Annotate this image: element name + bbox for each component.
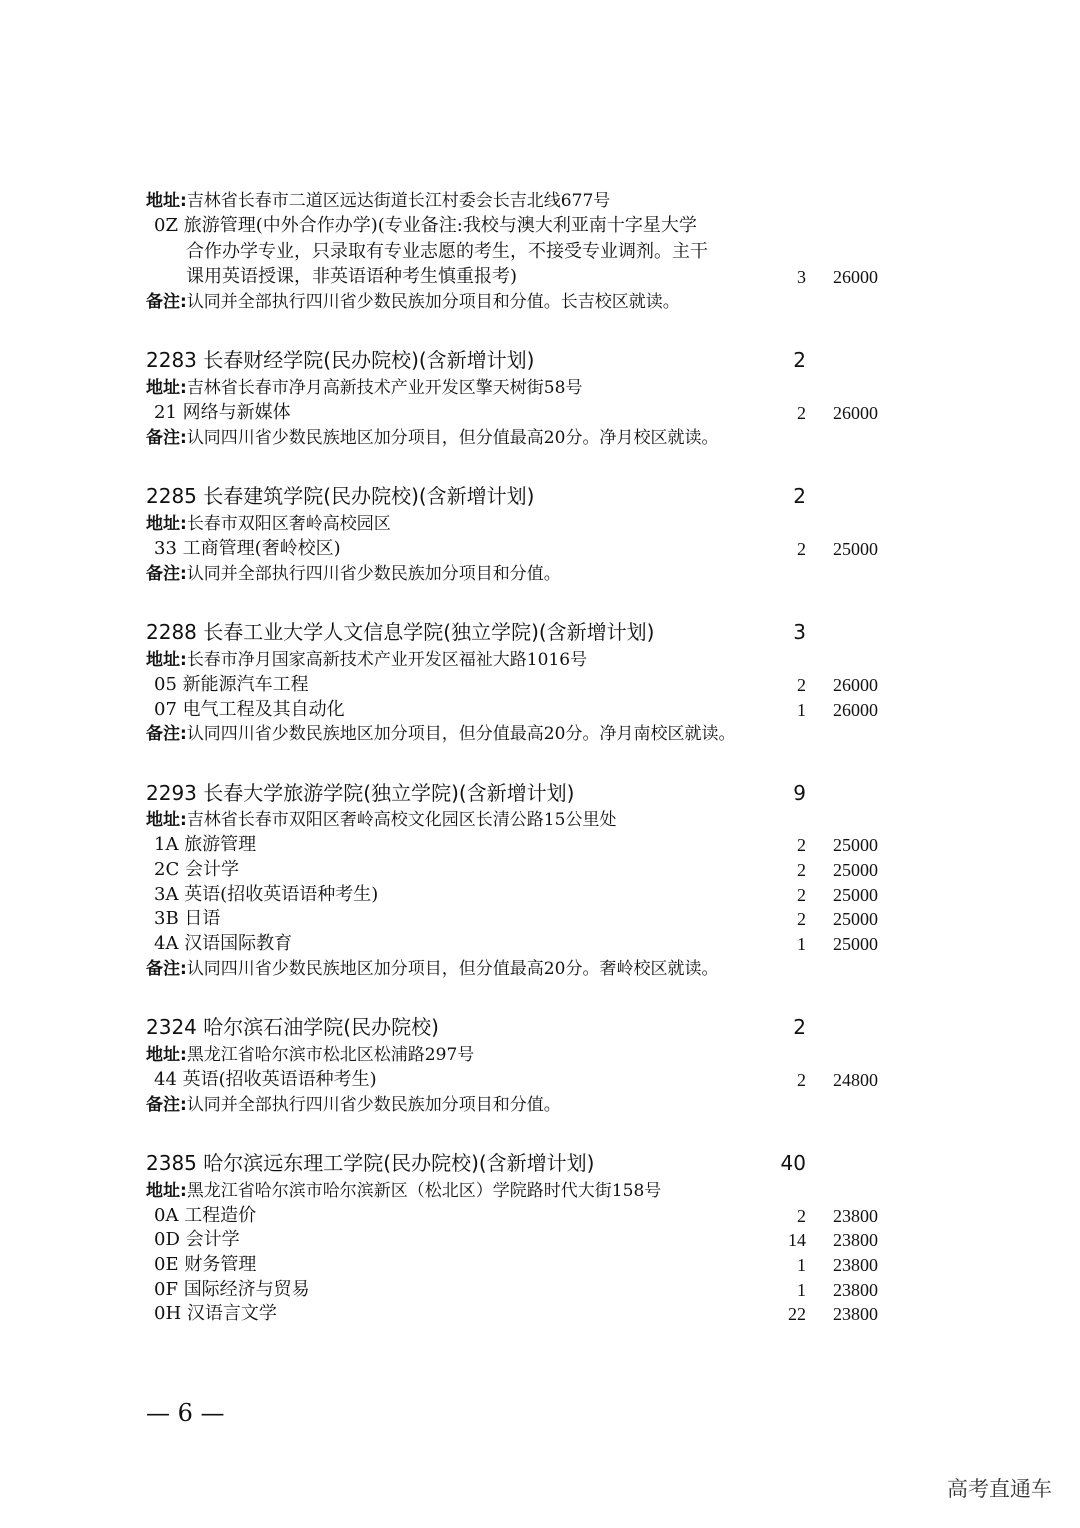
major-tuition: 25000 [833, 860, 878, 880]
note-text: 认同并全部执行四川省少数民族加分项目和分值。 [186, 564, 561, 584]
address-label: 地址: [146, 514, 187, 534]
major-row [0, 882, 1080, 908]
major-plan-count: 22 [788, 1304, 806, 1324]
school-total: 9 [793, 781, 806, 805]
address-text: 吉林省长春市净月高新技术产业开发区擎天树街58号 [186, 378, 583, 398]
major-tuition: 23800 [833, 1206, 878, 1226]
major-tuition: 25000 [833, 539, 878, 559]
note-line [0, 561, 1080, 587]
major-name: 财务管理 [184, 1254, 257, 1275]
school-code: 2288 [146, 620, 197, 644]
school-name: 长春建筑学院(民办院校)(含新增计划) [203, 484, 535, 508]
major-tuition: 23800 [833, 1255, 878, 1275]
school-name: 哈尔滨远东理工学院(民办院校)(含新增计划) [203, 1151, 595, 1175]
address-line [0, 188, 1080, 214]
major-code: 07 [154, 699, 177, 720]
major-code: 21 [154, 402, 177, 423]
note-label: 备注: [146, 564, 187, 584]
major-plan-count: 2 [797, 909, 806, 929]
major-name-line-2: 合作办学专业，只录取有专业志愿的考生，不接受专业调剂。主干 [186, 241, 708, 262]
major-plan-count: 2 [797, 835, 806, 855]
school-header [0, 621, 1080, 647]
note-label: 备注: [146, 959, 187, 979]
major-plan-count: 2 [797, 860, 806, 880]
major-plan-count: 1 [797, 1255, 806, 1275]
major-tuition: 23800 [833, 1304, 878, 1324]
major-plan-count: 1 [797, 700, 806, 720]
address-line [0, 807, 1080, 833]
major-row [0, 400, 1080, 426]
note-text: 认同四川省少数民族地区加分项目，但分值最高20分。奢岭校区就读。 [186, 959, 719, 979]
major-row [0, 1227, 1080, 1253]
school-header [0, 782, 1080, 808]
address-text: 吉林省长春市双阳区奢岭高校文化园区长清公路15公里处 [186, 810, 617, 830]
major-plan-count: 3 [797, 267, 806, 287]
major-code: 44 [154, 1069, 177, 1090]
major-code: 0Z [154, 215, 178, 236]
major-plan-count: 2 [797, 675, 806, 695]
school-name: 长春大学旅游学院(独立学院)(含新增计划) [203, 781, 575, 805]
school-total: 2 [793, 484, 806, 508]
major-name: 网络与新媒体 [182, 402, 291, 423]
school-code: 2385 [146, 1151, 197, 1175]
major-plan-count: 14 [788, 1230, 806, 1250]
major-tuition: 23800 [833, 1230, 878, 1250]
major-tuition: 23800 [833, 1280, 878, 1300]
address-text: 黑龙江省哈尔滨市哈尔滨新区（松北区）学院路时代大街158号 [186, 1181, 662, 1201]
major-name: 日语 [184, 908, 221, 929]
major-tuition: 25000 [833, 885, 878, 905]
address-label: 地址: [146, 650, 187, 670]
major-code: 0E [154, 1254, 179, 1275]
school-header [0, 1152, 1080, 1178]
address-line [0, 511, 1080, 537]
note-line [0, 956, 1080, 982]
major-name: 汉语言文学 [186, 1303, 277, 1324]
major-code: 0F [154, 1279, 178, 1300]
major-row [0, 1277, 1080, 1303]
note-label: 备注: [146, 1095, 187, 1115]
major-row [0, 1067, 1080, 1093]
school-total: 2 [793, 1015, 806, 1039]
major-continuation [0, 264, 1080, 290]
school-code: 2285 [146, 484, 197, 508]
major-code: 3B [154, 908, 179, 929]
major-tuition: 24800 [833, 1070, 878, 1090]
note-label: 备注: [146, 724, 187, 744]
school-header [0, 1016, 1080, 1042]
major-row [0, 1203, 1080, 1229]
major-code: 1A [154, 834, 179, 855]
major-row [0, 672, 1080, 698]
major-name-line-3: 课用英语授课，非英语语种考生慎重报考) [186, 266, 518, 287]
address-label: 地址: [146, 1045, 187, 1065]
address-line [0, 647, 1080, 673]
major-code: 0H [154, 1303, 182, 1324]
major-name: 电气工程及其自动化 [182, 699, 345, 720]
major-name: 英语(招收英语语种考生) [184, 884, 379, 905]
address-text: 吉林省长春市二道区远达街道长江村委会长吉北线677号 [186, 191, 611, 211]
major-name: 会计学 [185, 1229, 240, 1250]
major-tuition: 25000 [833, 835, 878, 855]
major-tuition: 26000 [833, 403, 878, 423]
address-line [0, 1042, 1080, 1068]
address-label: 地址: [146, 378, 187, 398]
address-text: 长春市双阳区奢岭高校园区 [186, 514, 391, 534]
note-line [0, 1092, 1080, 1118]
major-plan-count: 2 [797, 885, 806, 905]
major-name: 汉语国际教育 [184, 933, 293, 954]
major-tuition: 25000 [833, 909, 878, 929]
major-code: 0D [154, 1229, 180, 1250]
major-name: 工商管理(奢岭校区) [182, 538, 341, 559]
school-total: 40 [780, 1151, 806, 1175]
major-plan-count: 2 [797, 1070, 806, 1090]
school-header [0, 349, 1080, 375]
major-code: 33 [154, 538, 177, 559]
major-row [0, 931, 1080, 957]
major-name-line-1: 旅游管理(中外合作办学)(专业备注:我校与澳大利亚南十字星大学 [183, 215, 697, 236]
note-text: 认同四川省少数民族地区加分项目，但分值最高20分。净月校区就读。 [186, 428, 719, 448]
major-plan-count: 2 [797, 1206, 806, 1226]
note-line [0, 289, 1080, 315]
major-code: 2C [154, 859, 180, 880]
note-text: 认同四川省少数民族地区加分项目，但分值最高20分。净月南校区就读。 [186, 724, 736, 744]
note-text: 认同并全部执行四川省少数民族加分项目和分值。 [186, 1095, 561, 1115]
school-name: 长春财经学院(民办院校)(含新增计划) [203, 348, 535, 372]
major-continuation [0, 239, 1080, 265]
major-plan-count: 2 [797, 403, 806, 423]
major-plan-count: 1 [797, 934, 806, 954]
major-row [0, 213, 1080, 239]
school-total: 3 [793, 620, 806, 644]
major-code: 4A [154, 933, 179, 954]
major-row [0, 697, 1080, 723]
address-label: 地址: [146, 191, 187, 211]
address-line [0, 375, 1080, 401]
note-text: 认同并全部执行四川省少数民族加分项目和分值。长吉校区就读。 [186, 292, 680, 312]
major-plan-count: 1 [797, 1280, 806, 1300]
major-row [0, 906, 1080, 932]
major-name: 会计学 [184, 859, 239, 880]
major-tuition: 26000 [833, 675, 878, 695]
major-name: 工程造价 [184, 1205, 257, 1226]
major-row [0, 832, 1080, 858]
school-total: 2 [793, 348, 806, 372]
major-row [0, 1252, 1080, 1278]
note-line [0, 425, 1080, 451]
major-name: 新能源汽车工程 [182, 674, 309, 695]
major-plan-count: 2 [797, 539, 806, 559]
major-name: 旅游管理 [184, 834, 257, 855]
major-tuition: 26000 [833, 700, 878, 720]
school-header [0, 485, 1080, 511]
note-label: 备注: [146, 428, 187, 448]
address-text: 长春市净月国家高新技术产业开发区福祉大路1016号 [186, 650, 588, 670]
major-code: 0A [154, 1205, 179, 1226]
note-label: 备注: [146, 292, 187, 312]
school-name: 哈尔滨石油学院(民办院校) [203, 1015, 439, 1039]
address-text: 黑龙江省哈尔滨市松北区松浦路297号 [186, 1045, 475, 1065]
school-name: 长春工业大学人文信息学院(独立学院)(含新增计划) [203, 620, 655, 644]
address-label: 地址: [146, 1181, 187, 1201]
major-code: 3A [154, 884, 179, 905]
major-row [0, 857, 1080, 883]
school-code: 2324 [146, 1015, 197, 1039]
watermark: 高考直通车 [947, 1477, 1052, 1501]
major-name: 国际经济与贸易 [183, 1279, 310, 1300]
address-label: 地址: [146, 810, 187, 830]
major-row [0, 1301, 1080, 1327]
school-code: 2283 [146, 348, 197, 372]
page-number: — 6 — [146, 1399, 225, 1427]
school-code: 2293 [146, 781, 197, 805]
note-line [0, 721, 1080, 747]
address-line [0, 1178, 1080, 1204]
major-code: 05 [154, 674, 177, 695]
major-name: 英语(招收英语语种考生) [182, 1069, 377, 1090]
major-row [0, 536, 1080, 562]
major-tuition: 26000 [833, 267, 878, 287]
major-tuition: 25000 [833, 934, 878, 954]
